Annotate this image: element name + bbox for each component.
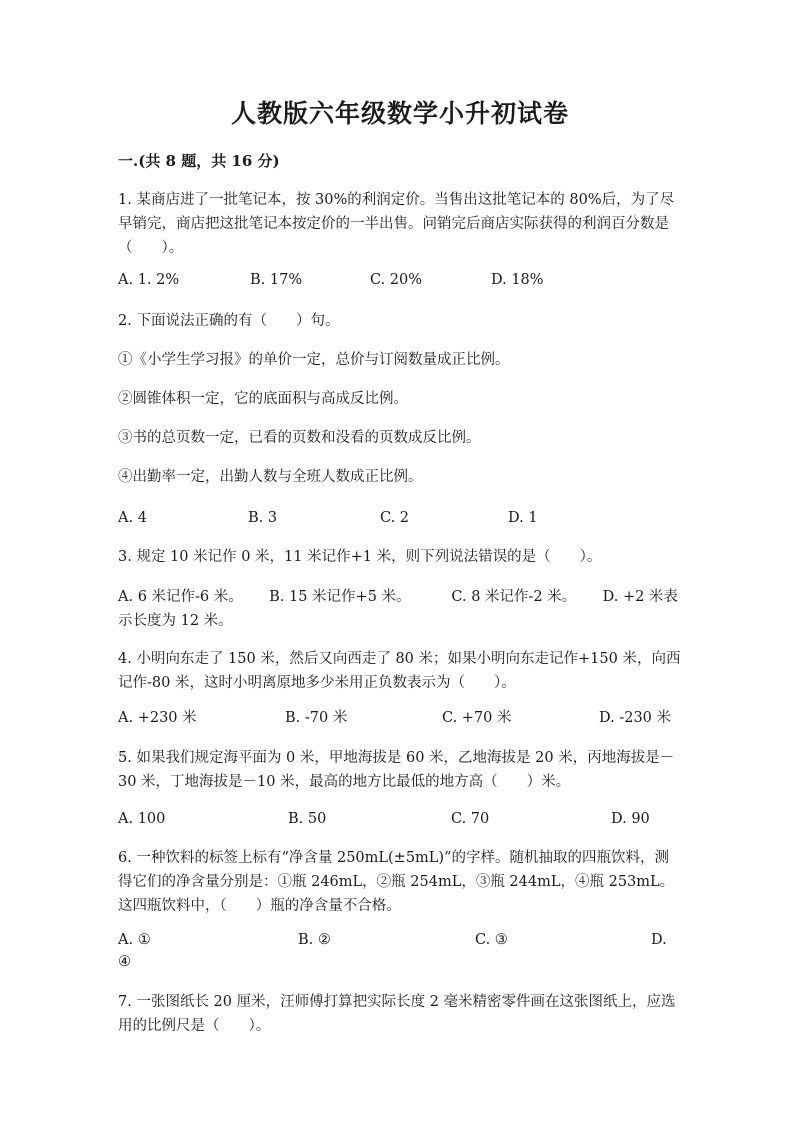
- option-c: C. ③: [475, 932, 508, 948]
- question-3-options: A. 6 米记作-6 米。 B. 15 米记作+5 米。 C. 8 米记作-2 米。 D. +2 米表示长度为 12 米。: [118, 589, 678, 629]
- option-d: D. 18%: [491, 272, 544, 288]
- option-b: B. 17%: [250, 272, 303, 288]
- option-b: B. 3: [248, 510, 278, 526]
- option-a: A. 1. 2%: [118, 272, 180, 288]
- option-c: C. +70 米: [442, 710, 512, 726]
- option-b: B. 50: [288, 811, 327, 827]
- option-d-value: ④: [118, 954, 131, 970]
- option-a: A. 100: [118, 811, 166, 827]
- question-6-options: [118, 928, 683, 952]
- question-2-stem: 2. 下面说法正确的有（ ）句。: [118, 313, 340, 329]
- question-7-stem: 7. 一张图纸长 20 厘米，汪师傅打算把实际长度 2 毫米精密零件画在这张图纸上，应选用的比例尺是（ ）。: [118, 994, 676, 1034]
- option-a: A. +230 米: [118, 710, 197, 726]
- option-d: D. -230 米: [599, 710, 672, 726]
- question-2-options: [118, 506, 683, 530]
- option-b: B. ②: [298, 932, 331, 948]
- question-1-options: [118, 268, 683, 292]
- option-a: A. ①: [118, 932, 151, 948]
- option-c: C. 70: [451, 811, 490, 827]
- statement-2: ②圆锥体积一定，它的底面积与高成反比例。: [118, 391, 408, 407]
- option-a: A. 4: [118, 510, 147, 526]
- page-title: 人教版六年级数学小升初试卷: [230, 99, 569, 128]
- option-b: B. -70 米: [285, 710, 348, 726]
- question-6-option-d-continued: [118, 950, 683, 974]
- option-c: C. 2: [380, 510, 410, 526]
- question-4-stem: 4. 小明向东走了 150 米，然后又向西走了 80 米；如果小明向东走记作+150 米，向西记作-80 米，这时小明离原地多少米用正负数表示为（ ）。: [118, 651, 681, 691]
- statement-1: ①《小学生学习报》的单价一定，总价与订阅数量成正比例。: [118, 352, 510, 368]
- option-c: C. 20%: [370, 272, 423, 288]
- question-3-stem: 3. 规定 10 米记作 0 米，11 米记作+1 米，则下列说法错误的是（ ）。: [118, 549, 602, 565]
- option-d: D. 90: [611, 811, 650, 827]
- statement-3: ③书的总页数一定，已看的页数和没看的页数成反比例。: [118, 430, 481, 446]
- question-4-options: [118, 706, 683, 730]
- question-1-stem: 1. 某商店进了一批笔记本，按 30%的利润定价。当售出这批笔记本的 80%后，为了尽早销完，商店把这批笔记本按定价的一半出售。问销完后商店实际获得的利润百分数是（ ）。: [118, 192, 675, 256]
- option-d: D.: [651, 932, 667, 948]
- section-heading: 一.(共 8 题，共 16 分): [118, 152, 280, 170]
- question-5-stem: 5. 如果我们规定海平面为 0 米，甲地海拔是 60 米，乙地海拔是 20 米，丙地海拔是－30 米，丁地海拔是－10 米，最高的地方比最低的地方高（ ）米。: [118, 750, 675, 790]
- question-1: [118, 188, 683, 260]
- question-6-stem: 6. 一种饮料的标签上标有“净含量 250mL(±5mL)”的字样。随机抽取的四瓶饮料，测得它们的净含量分别是：①瓶 246mL，②瓶 254mL，③瓶 244mL，④瓶 253mL。这四瓶饮料中，（ ）瓶的净含量不合格。: [118, 850, 675, 914]
- option-d: D. 1: [508, 510, 538, 526]
- statement-4: ④出勤率一定，出勤人数与全班人数成正比例。: [118, 469, 423, 485]
- question-5-options: [118, 807, 683, 831]
